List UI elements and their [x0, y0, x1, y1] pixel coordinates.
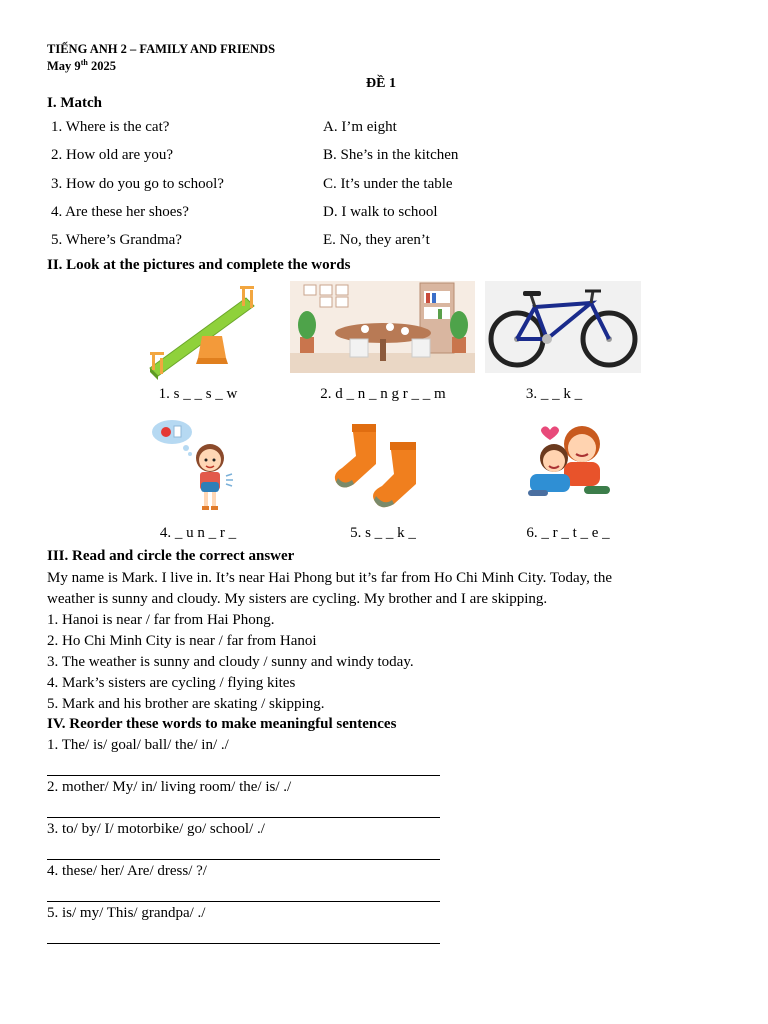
hungry-girl-picture: [150, 418, 240, 514]
reorder-item: 3. to/ by/ I/ motorbike/ go/ school/ ./: [47, 821, 265, 837]
circle-answer-item: 4. Mark’s sisters are cycling / flying kites: [47, 675, 296, 691]
match-answer: B. She’s in the kitchen: [323, 147, 459, 163]
section-3-title: III. Read and circle the correct answer: [47, 548, 295, 564]
reorder-item: 2. mother/ My/ in/ living room/ the/ is/ ./: [47, 779, 292, 795]
socks-picture: [332, 420, 432, 510]
date-main: May 9: [47, 59, 81, 74]
match-answer: A. I’m eight: [323, 119, 397, 135]
answer-line[interactable]: [47, 817, 440, 818]
bicycle-picture: [485, 281, 641, 373]
circle-answer-item: 2. Ho Chi Minh City is near / far from Hanoi: [47, 633, 317, 649]
reorder-item: 4. these/ her/ Are/ dress/ ?/: [47, 863, 207, 879]
answer-line[interactable]: [47, 859, 440, 860]
exam-title: ĐỀ 1: [366, 76, 396, 91]
worksheet-header: TIẾNG ANH 2 – FAMILY AND FRIENDS: [47, 42, 276, 56]
word-caption: 5. s _ _ k _: [350, 525, 416, 541]
word-caption: 4. _ u n _ r _: [159, 525, 237, 541]
match-answer: C. It’s under the table: [323, 176, 453, 192]
word-caption: 6. _ r _ t _ e _: [526, 525, 610, 541]
section-2-title: II. Look at the pictures and complete the words: [47, 257, 351, 273]
circle-answer-item: 1. Hanoi is near / far from Hai Phong.: [47, 612, 275, 628]
date-suffix: th: [80, 58, 88, 67]
match-question: 2. How old are you?: [51, 147, 174, 163]
brothers-hug-picture: [524, 420, 616, 500]
answer-line[interactable]: [47, 943, 440, 944]
match-answer: E. No, they aren’t: [323, 232, 430, 248]
answer-line[interactable]: [47, 775, 440, 776]
worksheet-date: [47, 58, 116, 74]
reading-passage-line: My name is Mark. I live in. It’s near Hai Phong but it’s far from Ho Chi Minh City. Today, the: [47, 570, 612, 586]
match-question: 5. Where’s Grandma?: [51, 232, 182, 248]
answer-line[interactable]: [47, 901, 440, 902]
section-4-title: IV. Reorder these words to make meaningful sentences: [47, 716, 397, 732]
match-question: 4. Are these her shoes?: [51, 204, 189, 220]
match-question: 3. How do you go to school?: [51, 176, 224, 192]
circle-answer-item: 5. Mark and his brother are skating / skipping.: [47, 696, 325, 712]
reading-passage-line: weather is sunny and cloudy. My sisters are cycling. My brother and I are skipping.: [47, 591, 548, 607]
reorder-item: 5. is/ my/ This/ grandpa/ ./: [47, 905, 206, 921]
match-question: 1. Where is the cat?: [51, 119, 170, 135]
word-caption: 2. d _ n _ n g r _ _ m: [320, 386, 446, 402]
circle-answer-item: 3. The weather is sunny and cloudy / sunny and windy today.: [47, 654, 414, 670]
word-caption: 3. _ _ k _: [525, 386, 583, 402]
date-year: 2025: [87, 59, 116, 74]
match-answer: D. I walk to school: [323, 204, 438, 220]
seesaw-picture: [146, 284, 258, 380]
dining-room-picture: [290, 281, 475, 373]
word-caption: 1. s _ _ s _ w: [158, 386, 238, 402]
reorder-item: 1. The/ is/ goal/ ball/ the/ in/ ./: [47, 737, 229, 753]
section-1-title: I. Match: [47, 95, 102, 111]
